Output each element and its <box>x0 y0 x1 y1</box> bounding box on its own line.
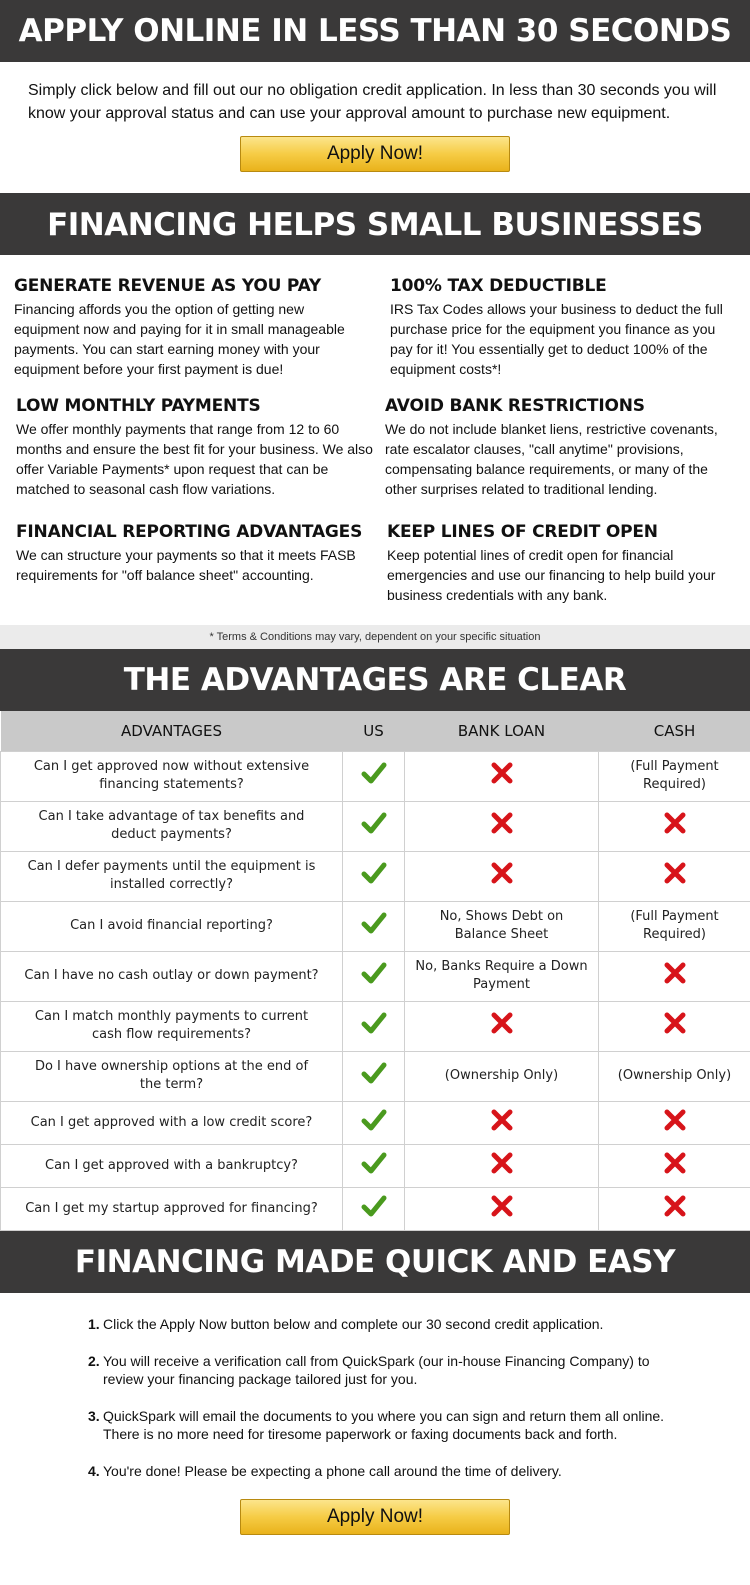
apply-button-wrap-bottom <box>0 1499 750 1535</box>
cross-icon <box>489 810 515 836</box>
bank-loan-cross-cell <box>405 1144 599 1187</box>
table-row <box>1 1101 750 1144</box>
bank-loan-text-cell: No, Banks Require a Down Payment <box>405 951 599 1001</box>
banner-advantages-clear: THE ADVANTAGES ARE CLEAR <box>0 649 750 711</box>
step-item <box>88 1315 750 1333</box>
cash-text-cell: (Full Payment Required) <box>599 751 750 801</box>
check-icon <box>361 810 387 836</box>
feature-body: We do not include blanket liens, restrictive covenants, rate escalator clauses, "call anytime" provisions, compensating balance requirements, or many of the other surprises related to traditional lending. <box>385 421 718 497</box>
header-advantages: ADVANTAGES <box>1 711 343 751</box>
table-header-row <box>1 711 750 751</box>
cross-icon <box>489 760 515 786</box>
cash-cross-cell <box>599 951 750 1001</box>
us-check-cell <box>343 901 405 951</box>
cross-icon <box>662 1010 688 1036</box>
features-grid <box>0 255 750 625</box>
header-bank-loan: BANK LOAN <box>405 711 599 751</box>
bank-loan-cross-cell <box>405 751 599 801</box>
us-check-cell <box>343 951 405 1001</box>
us-check-cell <box>343 1001 405 1051</box>
table-row <box>1 1051 750 1101</box>
question-cell: Can I get my startup approved for financing? <box>1 1187 343 1230</box>
feature-title: GENERATE REVENUE AS YOU PAY <box>14 276 322 296</box>
cash-cross-cell <box>599 1101 750 1144</box>
table-row <box>1 901 750 951</box>
cross-icon <box>489 860 515 886</box>
cross-icon <box>489 1107 515 1133</box>
feature-title: LOW MONTHLY PAYMENTS <box>16 396 261 416</box>
feature-title: KEEP LINES OF CREDIT OPEN <box>387 522 658 542</box>
step-text: Click the Apply Now button below and complete our 30 second credit application. <box>103 1315 604 1332</box>
bank-loan-cross-cell <box>405 801 599 851</box>
cross-icon <box>662 1150 688 1176</box>
step-number: 4. <box>88 1462 100 1479</box>
feature-body: We can structure your payments so that it meets FASB requirements for "off balance sheet" accounting. <box>16 547 356 583</box>
feature-title: 100% TAX DEDUCTIBLE <box>390 276 607 296</box>
feature-title: AVOID BANK RESTRICTIONS <box>385 396 645 416</box>
cash-cross-cell <box>599 801 750 851</box>
apply-now-button-top[interactable]: Apply Now! <box>240 136 510 172</box>
table-row <box>1 851 750 901</box>
terms-note: * Terms & Conditions may vary, dependent on your specific situation <box>0 625 750 649</box>
header-us: US <box>343 711 405 751</box>
apply-now-button-bottom[interactable]: Apply Now! <box>240 1499 510 1535</box>
cross-icon <box>489 1193 515 1219</box>
cash-cross-cell <box>599 851 750 901</box>
feature-tax-deductible <box>390 276 735 379</box>
us-check-cell <box>343 751 405 801</box>
step-number: 3. <box>88 1407 100 1424</box>
cash-cross-cell <box>599 1144 750 1187</box>
check-icon <box>361 1193 387 1219</box>
bank-loan-text-cell: No, Shows Debt on Balance Sheet <box>405 901 599 951</box>
feature-keep-lines-open <box>387 522 717 605</box>
step-item <box>88 1407 750 1443</box>
question-cell: Can I have no cash outlay or down payment? <box>1 951 343 1001</box>
us-check-cell <box>343 1051 405 1101</box>
check-icon <box>361 910 387 936</box>
question-cell: Can I avoid financial reporting? <box>1 901 343 951</box>
check-icon <box>361 960 387 986</box>
banner-quick-easy: FINANCING MADE QUICK AND EASY <box>0 1231 750 1293</box>
cross-icon <box>489 1150 515 1176</box>
feature-body: Keep potential lines of credit open for financial emergencies and use our financing to help build your business credentials with any bank. <box>387 547 716 603</box>
us-check-cell <box>343 1101 405 1144</box>
feature-financial-reporting <box>16 522 366 585</box>
question-cell: Can I get approved with a bankruptcy? <box>1 1144 343 1187</box>
table-row <box>1 801 750 851</box>
apply-button-wrap-top <box>0 136 750 172</box>
banner-apply-online: APPLY ONLINE IN LESS THAN 30 SECONDS <box>0 0 750 62</box>
step-item <box>88 1462 750 1480</box>
check-icon <box>361 1060 387 1086</box>
check-icon <box>361 860 387 886</box>
advantages-table <box>0 711 750 1231</box>
table-row <box>1 1187 750 1230</box>
bank-loan-cross-cell <box>405 1001 599 1051</box>
us-check-cell <box>343 1187 405 1230</box>
cross-icon <box>489 1010 515 1036</box>
us-check-cell <box>343 1144 405 1187</box>
check-icon <box>361 760 387 786</box>
step-text: QuickSpark will email the documents to you where you can sign and return them all online. There is no more need for tiresome paperwork or faxing documents back and forth. <box>103 1407 665 1442</box>
question-cell: Do I have ownership options at the end of the term? <box>1 1051 343 1101</box>
cash-cross-cell <box>599 1001 750 1051</box>
step-number: 1. <box>88 1315 100 1332</box>
table-row <box>1 1144 750 1187</box>
bank-loan-cross-cell <box>405 1187 599 1230</box>
advantages-table-body <box>1 751 750 1230</box>
us-check-cell <box>343 851 405 901</box>
feature-low-monthly-payments <box>16 396 374 499</box>
feature-body: We offer monthly payments that range from 12 to 60 months and ensure the best fit for your business. We also offer Variable Payments* upon request that can be matched to seasonal cash flow variations. <box>16 421 373 497</box>
bank-loan-cross-cell <box>405 851 599 901</box>
feature-title: FINANCIAL REPORTING ADVANTAGES <box>16 522 363 542</box>
feature-body: Financing affords you the option of getting new equipment now and paying for it in small manageable payments. You can start earning money with your equipment before your first payment is due! <box>14 301 345 377</box>
cash-text-cell: (Ownership Only) <box>599 1051 750 1101</box>
banner-financing-helps: FINANCING HELPS SMALL BUSINESSES GROW <box>0 193 750 255</box>
step-text: You will receive a verification call from QuickSpark (our in-house Financing Company) to review your financing package tailored just for you. <box>103 1352 650 1387</box>
bank-loan-cross-cell <box>405 1101 599 1144</box>
cross-icon <box>662 860 688 886</box>
cash-text-cell: (Full Payment Required) <box>599 901 750 951</box>
table-row <box>1 751 750 801</box>
table-row <box>1 951 750 1001</box>
feature-body: IRS Tax Codes allows your business to deduct the full purchase price for the equipment you finance as you pay for it! You essentially get to deduct 100% of the equipment costs*! <box>390 301 723 377</box>
feature-generate-revenue <box>14 276 364 379</box>
question-cell: Can I get approved with a low credit score? <box>1 1101 343 1144</box>
cross-icon <box>662 1193 688 1219</box>
question-cell: Can I match monthly payments to current cash flow requirements? <box>1 1001 343 1051</box>
check-icon <box>361 1107 387 1133</box>
cross-icon <box>662 960 688 986</box>
question-cell: Can I defer payments until the equipment is installed correctly? <box>1 851 343 901</box>
table-row <box>1 1001 750 1051</box>
question-cell: Can I take advantage of tax benefits and deduct payments? <box>1 801 343 851</box>
step-number: 2. <box>88 1352 100 1369</box>
cross-icon <box>662 1107 688 1133</box>
check-icon <box>361 1010 387 1036</box>
header-cash: CASH <box>599 711 750 751</box>
bank-loan-text-cell: (Ownership Only) <box>405 1051 599 1101</box>
cash-cross-cell <box>599 1187 750 1230</box>
question-cell: Can I get approved now without extensive financing statements? <box>1 751 343 801</box>
feature-avoid-bank-restrictions <box>385 396 735 499</box>
check-icon <box>361 1150 387 1176</box>
cross-icon <box>662 810 688 836</box>
steps-list <box>0 1293 750 1480</box>
step-item <box>88 1352 750 1388</box>
step-text: You're done! Please be expecting a phone call around the time of delivery. <box>103 1462 562 1479</box>
us-check-cell <box>343 801 405 851</box>
intro-text: Simply click below and fill out our no obligation credit application. In less than 30 seconds you will know your approval status and can use your approval amount to purchase new equipment. <box>28 82 717 122</box>
